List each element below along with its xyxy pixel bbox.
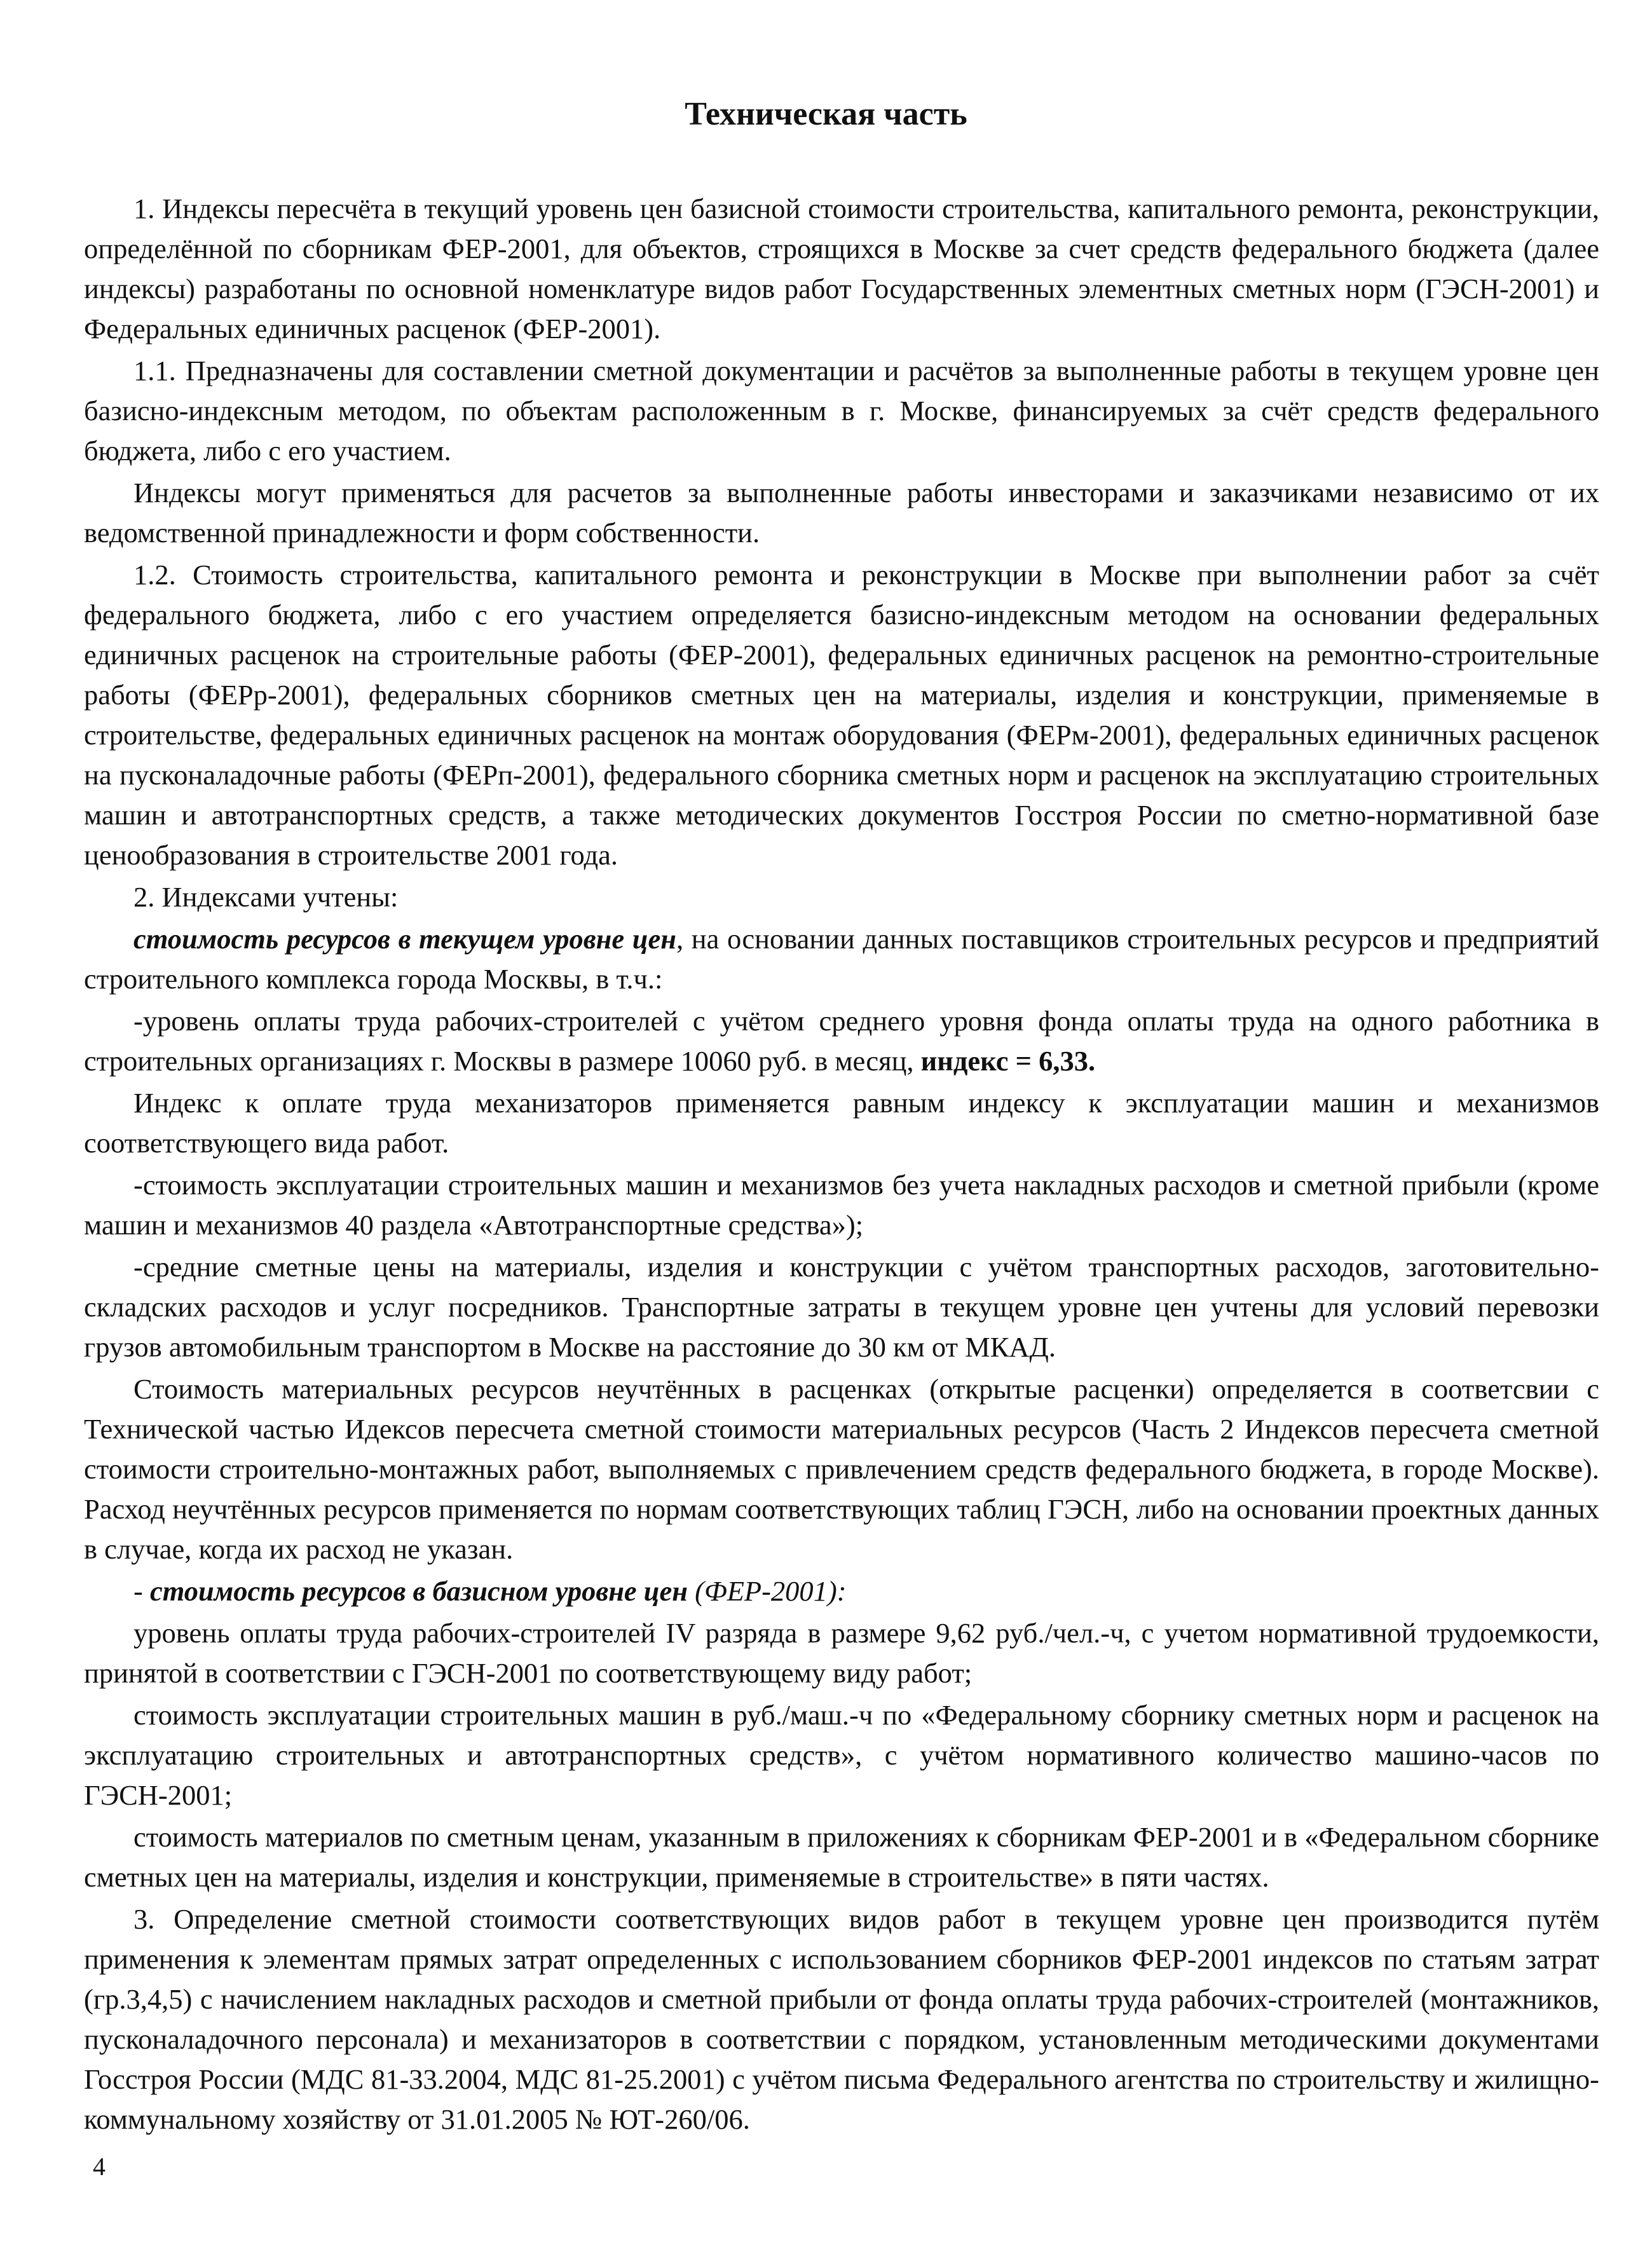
labor-index-value: индекс = 6,33. [920, 1045, 1096, 1077]
paragraph-1: 1. Индексы пересчёта в текущий уровень цен базисной стоимости строительства, капитального ремонта, реконструкции, определённой по сборникам ФЕР-2001, для объектов, строящихся в Москве за счет средств федерального бюджета (далее индексы) разработаны по основной номенклатуре видов работ Государственных элементных сметных норм (ГЭСН-2001) и Федеральных единичных расценок (ФЕР-2001). [84, 193, 1599, 345]
paragraph-1-1: 1.1. Предназначены для составлении сметной документации и расчётов за выполненные работы в текущем уровне цен базисно-индексным методом, по объектам расположенным в г. Москве, финансируемых за счёт средств федерального бюджета, либо с его участием. [84, 355, 1599, 467]
page-number: 4 [93, 2152, 106, 2181]
paragraph-unaccounted-materials: Стоимость материальных ресурсов неучтённых в расценках (открытые расценки) определяется в соответсвии с Технической частью Идексов пересчета сметной стоимости материальных ресурсов (Часть 2 Индексов пересчета сметной стоимости строительно-монтажных работ, выполняемых с привлечением средств федерального бюджета, в городе Москве). Расход неучтённых ресурсов применяется по нормам соответствующих таблиц ГЭСН, либо на основании проектных данных в случае, когда их расход не указан. [84, 1373, 1599, 1565]
paragraph-3: 3. Определение сметной стоимости соответствующих видов работ в текущем уровне цен производится путём применения к элементам прямых затрат определенных с использованием сборников ФЕР-2001 индексов по статьям затрат (гр.3,4,5) с начислением накладных расходов и сметной прибыли от фонда оплаты труда рабочих-строителей (монтажников, пусконаладочного персонала) и механизаторов в соответствии с порядком, установленным методическими документами Госстроя России (МДС 81-33.2004, МДС 81-25.2001) с учётом письма Федерального агентства по строительству и жилищно-коммунальному хозяйству от 31.01.2005 № ЮТ-260/06. [84, 1903, 1599, 2135]
page-title: Техническая часть [685, 96, 967, 132]
current-cost-emphasis: стоимость ресурсов в текущем уровне цен [133, 923, 676, 955]
paragraph-base-materials: стоимость материалов по сметным ценам, указанным в приложениях к сборникам ФЕР-2001 и в «Федеральном сборнике сметных цен на материалы, изделия и конструкции, применяемые в строительстве» в пяти частях. [84, 1821, 1599, 1893]
paragraph-base-cost-heading [84, 1571, 1599, 1611]
paragraph-current-cost [84, 919, 1599, 999]
labor-pay-text: -уровень оплаты труда рабочих-строителей с учётом среднего уровня фонда оплаты труда на одного работника в строительных организациях г. Москвы в размере 10060 руб. в месяц, [84, 1005, 1599, 1077]
paragraph-1-2: 1.2. Стоимость строительства, капитального ремонта и реконструкции в Москве при выполнении работ за счёт федерального бюджета, либо с его участием определяется базисно-индексным методом на основании федеральных единичных расценок на строительные работы (ФЕР-2001), федеральных единичных расценок на ремонтно-строительные работы (ФЕРр-2001), федеральных сборников сметных цен на материалы, изделия и конструкции, применяемые в строительстве, федеральных единичных расценок на монтаж оборудования (ФЕРм-2001), федеральных единичных расценок на пусконаладочные работы (ФЕРп-2001), федерального сборника сметных норм и расценок на эксплуатацию строительных машин и автотранспортных средств, а также методических документов Госстроя России по сметно-нормативной базе ценообразования в строительстве 2001 года. [84, 559, 1599, 871]
paragraph-machine-cost: -стоимость эксплуатации строительных машин и механизмов без учета накладных расходов и сметной прибыли (кроме машин и механизмов 40 раздела «Автотранспортные средства»); [84, 1169, 1599, 1241]
document-body [84, 189, 1599, 2139]
paragraph-base-labor: уровень оплаты труда рабочих-строителей IV разряда в размере 9,62 руб./чел.-ч, с учетом нормативной трудоемкости, принятой в соответствии с ГЭСН-2001 по соответствующему виду работ; [84, 1617, 1599, 1689]
paragraph-operator-index: Индекс к оплате труда механизаторов применяется равным индексу к эксплуатации машин и механизмов соответствующего вида работ. [84, 1087, 1599, 1159]
paragraph-2-heading: 2. Индексами учтены: [133, 881, 399, 913]
paragraph-indices-usage: Индексы могут применяться для расчетов за выполненные работы инвесторами и заказчиками независимо от их ведомственной принадлежности и форм собственности. [84, 477, 1599, 549]
paragraph-base-machines: стоимость эксплуатации строительных машин в руб./маш.-ч по «Федеральному сборнику сметных норм и расценок на эксплуатацию строительных и автотранспортных средств», с учётом нормативного количество машино-часов по ГЭСН-2001; [84, 1699, 1599, 1811]
paragraph-material-prices: -средние сметные цены на материалы, изделия и конструкции с учётом транспортных расходов, заготовительно-складских расходов и услуг посредников. Транспортные затраты в текущем уровне цен учтены для условий перевозки грузов автомобильным транспортом в Москве на расстояние до 30 км от МКАД. [84, 1251, 1599, 1363]
current-cost-text: , на основании данных поставщиков строительных ресурсов и предприятий строительного комплекса города Москвы, в т.ч.: [84, 923, 1599, 995]
paragraph-labor-pay [84, 1001, 1599, 1081]
base-cost-dash: - [133, 1575, 150, 1607]
base-cost-source: (ФЕР-2001): [688, 1575, 847, 1607]
base-cost-emphasis: стоимость ресурсов в базисном уровне цен [149, 1575, 688, 1607]
